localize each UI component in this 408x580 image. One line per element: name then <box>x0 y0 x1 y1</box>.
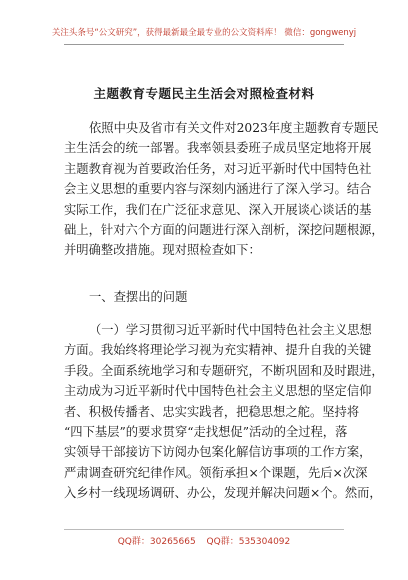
paragraph-line: 入乡村一线现场调研、办公，发现并解决问题×个。然而， <box>64 486 382 501</box>
paragraph-line: 主题教育视为首要政治任务，对习近平新时代中国特色社 <box>64 161 372 176</box>
intro-paragraph <box>64 118 384 261</box>
footer-divider <box>64 529 344 530</box>
paragraph-line: 并明确整改措施。现对照检查如下： <box>64 243 261 258</box>
section-heading: 一、查摆出的问题 <box>89 290 188 304</box>
header-note: 关注头条号“公文研究”，获得最新最全最专业的公文资料库！ 微信：gongwenyj <box>51 28 357 38</box>
paragraph-line: 依照中央及省市有关文件对2023年度主题教育专题民 <box>89 121 379 135</box>
paragraph-line: 础上，针对六个方面的问题进行深入剖析，深挖问题根源， <box>64 223 384 238</box>
document-title: 主题教育专题民主生活会对照检查材料 <box>93 86 315 101</box>
paragraph-line: 实领导干部接访下访阅办包案化解信访事项的工作方案， <box>64 445 372 460</box>
paragraph-line: 会主义思想的重要内容与深刻内涵进行了深入学习。结合 <box>64 182 372 197</box>
footer-note: QQ群：30265665 QQ群：535304092 <box>117 537 291 547</box>
paragraph-line: 手段。全面系统地学习和专题研究，不断巩固和及时跟进， <box>64 363 384 378</box>
paragraph-line: 实际工作，我们在广泛征求意见、深入开展谈心谈话的基 <box>64 202 372 217</box>
paragraph-line: 主动成为习近平新时代中国特色社会主义思想的坚定信仰 <box>64 384 372 399</box>
paragraph-line: 方面。我始终将理论学习视为充实精神、提升自我的关键 <box>64 343 372 358</box>
header-divider <box>64 44 344 45</box>
paragraph-line: 者、积极传播者、忠实实践者，把稳思想之舵。坚持将 <box>64 404 360 419</box>
paragraph-line: 主生活会的统一部署。我率领县委班子成员坚定地将开展 <box>64 141 372 156</box>
paragraph-line: （一）学习贯彻习近平新时代中国特色社会主义思想 <box>89 323 372 337</box>
body-paragraph <box>64 320 384 504</box>
paragraph-line: 严肃调查研究纪律作风。领衔承担×个课题，先后×次深 <box>64 465 368 480</box>
paragraph-line: “四下基层”的要求贯穿“走找想促”活动的全过程，落 <box>64 425 348 440</box>
